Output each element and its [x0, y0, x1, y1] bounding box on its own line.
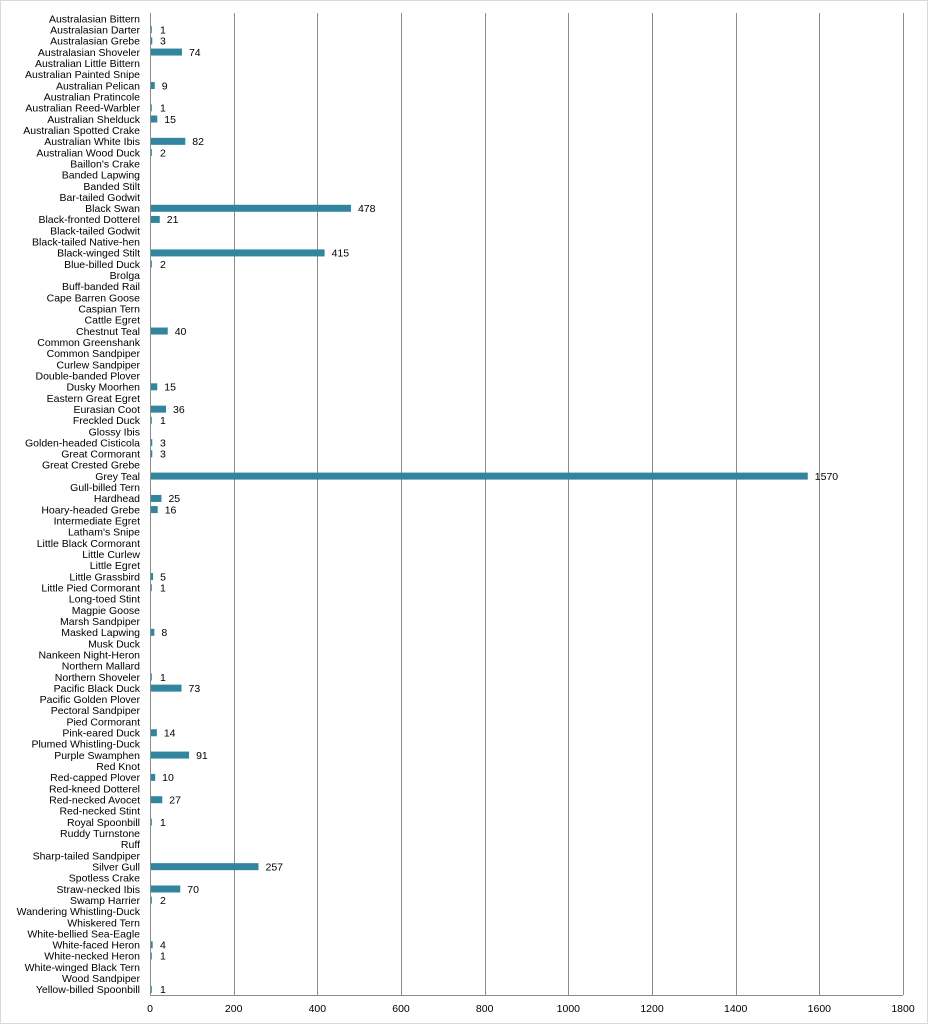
category-label: Australian Little Bittern [34, 58, 140, 71]
category-label: Golden-headed Cisticola [25, 437, 140, 450]
data-label: 1 [160, 984, 166, 997]
bar [151, 439, 152, 446]
category-label: Blue-billed Duck [64, 258, 140, 271]
bar [151, 729, 157, 736]
category-label: White-necked Heron [44, 950, 140, 963]
category-label: Dusky Moorhen [66, 381, 140, 394]
category-label: Australian Pelican [55, 80, 140, 93]
category-label: Long-toed Stint [68, 593, 140, 606]
bar [151, 774, 155, 781]
bar [151, 819, 152, 826]
x-tick-label: 200 [224, 1003, 243, 1015]
category-label: Great Cormorant [61, 448, 140, 461]
category-label: Nankeen Night-Heron [38, 649, 140, 662]
category-label: Hoary-headed Grebe [41, 504, 140, 517]
category-label: Marsh Sandpiper [60, 615, 140, 628]
data-label: 27 [169, 794, 181, 807]
data-label: 70 [187, 883, 199, 896]
category-label: Pacific Golden Plover [39, 694, 140, 707]
data-label: 4 [160, 939, 166, 952]
category-labels [17, 13, 141, 996]
data-label: 9 [161, 80, 168, 93]
data-label: 2 [160, 894, 166, 907]
data-label: 2 [160, 147, 166, 160]
category-label: Black-fronted Dotterel [38, 214, 140, 227]
category-label: Red-necked Avocet [49, 794, 140, 807]
category-label: Sharp-tailed Sandpiper [32, 850, 140, 863]
data-label: 74 [188, 46, 201, 59]
category-label: Magpie Goose [71, 604, 140, 617]
bar [151, 328, 168, 335]
bar [151, 383, 157, 390]
category-label: Northern Shoveler [54, 671, 140, 684]
gridlines [150, 13, 904, 996]
category-label: Australian White Ibis [44, 136, 140, 149]
bar [151, 885, 180, 892]
category-label: Musk Duck [88, 638, 140, 651]
bar [151, 104, 152, 111]
bar [151, 261, 152, 268]
category-label: Australian Reed-Warbler [25, 102, 140, 115]
category-label: Latham's Snipe [67, 526, 140, 539]
category-label: Northern Mallard [61, 660, 140, 673]
bar-chart [1, 1, 927, 1023]
category-label: Red Knot [96, 761, 140, 774]
category-label: Black-tailed Native-hen [32, 236, 140, 249]
data-label: 1 [160, 415, 166, 428]
category-label: Little Pied Cormorant [41, 582, 140, 595]
category-label: Black Swan [85, 203, 140, 216]
x-tick-label: 1600 [807, 1003, 832, 1015]
data-label: 1 [160, 816, 166, 829]
category-label: Yellow-billed Spoonbill [35, 984, 140, 997]
bar [151, 584, 152, 591]
category-label: Freckled Duck [72, 415, 140, 428]
category-label: Cape Barren Goose [46, 292, 140, 305]
category-label: Australian Spotted Crake [23, 124, 140, 137]
data-label: 257 [265, 861, 284, 874]
bar [151, 495, 161, 502]
category-label: Wood Sandpiper [61, 973, 140, 986]
bar [151, 573, 153, 580]
x-tick-label: 400 [308, 1003, 327, 1015]
data-label: 21 [166, 214, 179, 227]
category-label: Baillon's Crake [70, 158, 140, 171]
category-label: Buff-banded Rail [61, 281, 140, 294]
data-label: 25 [168, 493, 181, 506]
data-label: 1 [160, 950, 166, 963]
category-label: Gull-billed Tern [70, 482, 140, 495]
category-label: Little Grassbird [69, 571, 140, 584]
category-label: Eurasian Coot [73, 403, 140, 416]
bar [151, 26, 152, 33]
category-label: Common Sandpiper [46, 348, 140, 361]
bar [151, 49, 182, 56]
data-label: 16 [164, 504, 177, 517]
category-label: Royal Spoonbill [67, 816, 140, 829]
bar [151, 986, 152, 993]
category-label: Swamp Harrier [69, 894, 140, 907]
category-label: Australian Pratincole [43, 91, 140, 104]
data-label: 2 [160, 258, 166, 271]
category-label: White-faced Heron [52, 939, 140, 952]
category-label: Plumed Whistling-Duck [31, 738, 140, 751]
bar [151, 406, 166, 413]
category-label: Spotless Crake [68, 872, 140, 885]
bar [151, 473, 808, 480]
bar [151, 450, 152, 457]
category-label: White-bellied Sea-Eagle [27, 928, 140, 941]
category-label: Bar-tailed Godwit [59, 191, 140, 204]
category-label: Intermediate Egret [53, 515, 140, 528]
category-label: Australian Shelduck [47, 113, 140, 126]
category-label: Common Greenshank [37, 336, 140, 349]
bar [151, 116, 157, 123]
category-label: Silver Gull [92, 861, 140, 874]
x-tick-label: 1200 [640, 1003, 664, 1015]
category-label: Pectoral Sandpiper [50, 705, 140, 718]
category-label: Banded Stilt [83, 180, 140, 193]
x-tick-label: 0 [147, 1003, 153, 1015]
category-label: Chestnut Teal [75, 325, 140, 338]
category-label: Brolga [109, 270, 140, 283]
category-label: Great Crested Grebe [41, 459, 140, 472]
x-tick-label: 1400 [723, 1003, 748, 1015]
category-label: Caspian Tern [78, 303, 140, 316]
category-label: Pacific Black Duck [53, 682, 140, 695]
data-label: 36 [173, 403, 185, 416]
category-label: Curlew Sandpiper [56, 359, 140, 372]
bar [151, 863, 259, 870]
x-tick-label: 800 [475, 1003, 494, 1015]
data-label: 10 [162, 772, 174, 785]
category-label: White-winged Black Tern [24, 961, 140, 974]
category-label: Pink-eared Duck [62, 727, 140, 740]
data-label: 1 [160, 24, 166, 37]
category-label: Australasian Darter [50, 24, 140, 37]
data-label: 73 [188, 682, 201, 695]
category-label: Glossy Ibis [88, 426, 140, 439]
category-label: Eastern Great Egret [46, 392, 140, 405]
bar [151, 941, 153, 948]
bar [151, 685, 182, 692]
data-label: 1 [160, 671, 166, 684]
data-label: 478 [357, 203, 376, 216]
data-label: 1 [160, 582, 166, 595]
data-label: 3 [160, 437, 166, 450]
category-label: Pied Cormorant [66, 716, 140, 729]
bar [151, 796, 162, 803]
data-label: 91 [196, 749, 208, 762]
category-label: Australasian Grebe [50, 35, 140, 48]
category-label: Red-kneed Dotterel [48, 783, 140, 796]
data-label: 15 [164, 381, 176, 394]
category-label: Grey Teal [95, 470, 140, 483]
data-label: 1570 [814, 470, 839, 483]
x-tick-label: 1800 [891, 1003, 915, 1015]
category-label: Hardhead [93, 493, 140, 506]
bar [151, 149, 152, 156]
category-label: Ruff [120, 839, 140, 852]
category-label: Australian Wood Duck [36, 147, 140, 160]
category-label: Little Black Cormorant [36, 537, 140, 550]
bar [151, 249, 325, 256]
x-tick-label: 600 [392, 1003, 410, 1015]
data-label: 82 [192, 136, 204, 149]
category-label: Cattle Egret [84, 314, 140, 327]
x-tick-label: 1000 [556, 1003, 581, 1015]
x-axis-tick-labels [147, 1003, 915, 1015]
category-label: Black-winged Stilt [57, 247, 140, 260]
data-label: 415 [331, 247, 350, 260]
category-label: Whiskered Tern [67, 917, 140, 930]
bar [151, 417, 152, 424]
category-label: Banded Lapwing [61, 169, 140, 182]
bar [151, 673, 152, 680]
data-label: 15 [164, 113, 176, 126]
category-label: Masked Lapwing [61, 627, 140, 640]
category-label: Straw-necked Ibis [56, 883, 140, 896]
bar [151, 37, 152, 44]
category-label: Ruddy Turnstone [60, 827, 140, 840]
bar [151, 216, 160, 223]
data-label: 8 [161, 627, 168, 640]
bars [151, 26, 808, 993]
data-label: 14 [163, 727, 176, 740]
bar [151, 629, 154, 636]
category-label: Purple Swamphen [54, 749, 140, 762]
bar [151, 897, 152, 904]
category-label: Red-necked Stint [59, 805, 140, 818]
data-label: 3 [160, 448, 166, 461]
category-label: Australian Painted Snipe [25, 69, 140, 82]
bar [151, 82, 155, 89]
category-label: Little Curlew [82, 549, 140, 562]
category-label: Black-tailed Godwit [50, 225, 140, 238]
category-label: Red-capped Plover [50, 772, 140, 785]
category-label: Wandering Whistling-Duck [16, 906, 140, 919]
bar [151, 952, 152, 959]
category-label: Australasian Bittern [48, 13, 140, 26]
bar [151, 205, 351, 212]
category-label: Double-banded Plover [35, 370, 140, 383]
data-label: 5 [160, 571, 166, 584]
bar [151, 506, 158, 513]
data-label: 1 [160, 102, 166, 115]
data-label: 40 [174, 325, 187, 338]
bar [151, 752, 189, 759]
bar [151, 138, 185, 145]
data-label: 3 [160, 35, 166, 48]
category-label: Little Egret [89, 560, 140, 573]
category-label: Australasian Shoveler [37, 46, 140, 59]
